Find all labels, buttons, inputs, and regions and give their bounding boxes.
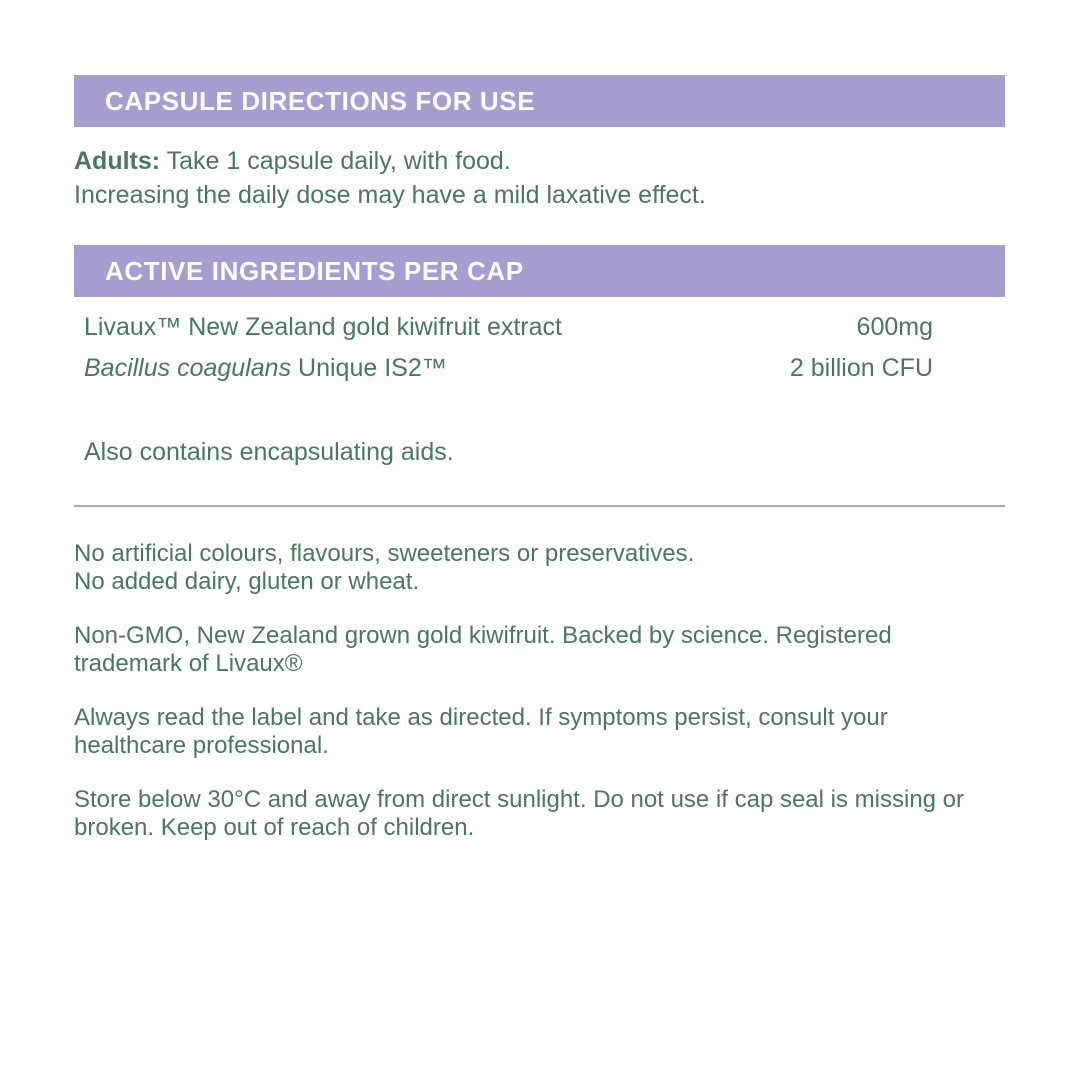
no-artificial-claims-paragraph bbox=[74, 540, 1005, 596]
paragraph-line: healthcare professional. bbox=[74, 732, 329, 759]
ingredient-name: Livaux™ New Zealand gold kiwifruit extract bbox=[84, 313, 562, 341]
directions-line-1-text: Take 1 capsule daily, with food. bbox=[160, 147, 511, 175]
directions-line-1 bbox=[74, 144, 1005, 178]
ingredients-header-title: ACTIVE INGREDIENTS PER CAP bbox=[105, 255, 524, 286]
ingredients-header-bar bbox=[74, 245, 1005, 297]
storage-paragraph bbox=[74, 786, 1005, 842]
ingredient-amount: 600mg bbox=[856, 313, 933, 341]
ingredients-table bbox=[84, 312, 933, 394]
non-gmo-paragraph bbox=[74, 622, 1005, 678]
ingredient-amount: 2 billion CFU bbox=[789, 354, 933, 382]
directions-header-title: CAPSULE DIRECTIONS FOR USE bbox=[105, 85, 536, 116]
footer-notes bbox=[74, 540, 1005, 868]
ingredient-name-latin: Bacillus coagulans bbox=[84, 354, 292, 382]
directions-text bbox=[74, 144, 1005, 212]
paragraph-line: Always read the label and take as directed. If symptoms persist, consult your bbox=[74, 704, 888, 731]
paragraph-line: Non-GMO, New Zealand grown gold kiwifruit. Backed by science. Registered bbox=[74, 622, 892, 649]
paragraph-line: Store below 30°C and away from direct sunlight. Do not use if cap seal is missing or bbox=[74, 786, 965, 813]
paragraph-line: broken. Keep out of reach of children. bbox=[74, 814, 475, 841]
directions-line-2: Increasing the daily dose may have a mild laxative effect. bbox=[74, 181, 706, 209]
ingredient-name bbox=[84, 353, 447, 383]
table-row bbox=[84, 312, 933, 342]
read-label-paragraph bbox=[74, 704, 1005, 760]
encapsulating-aids-note: Also contains encapsulating aids. bbox=[84, 438, 454, 466]
section-divider bbox=[74, 505, 1005, 507]
paragraph-line: No artificial colours, flavours, sweeteners or preservatives. bbox=[74, 540, 695, 567]
ingredient-name-rest: Unique IS2™ bbox=[291, 354, 447, 382]
paragraph-line: trademark of Livaux® bbox=[74, 650, 303, 677]
paragraph-line: No added dairy, gluten or wheat. bbox=[74, 568, 420, 595]
directions-header-bar bbox=[74, 75, 1005, 127]
table-row bbox=[84, 353, 933, 383]
directions-adults-label: Adults: bbox=[74, 147, 161, 175]
